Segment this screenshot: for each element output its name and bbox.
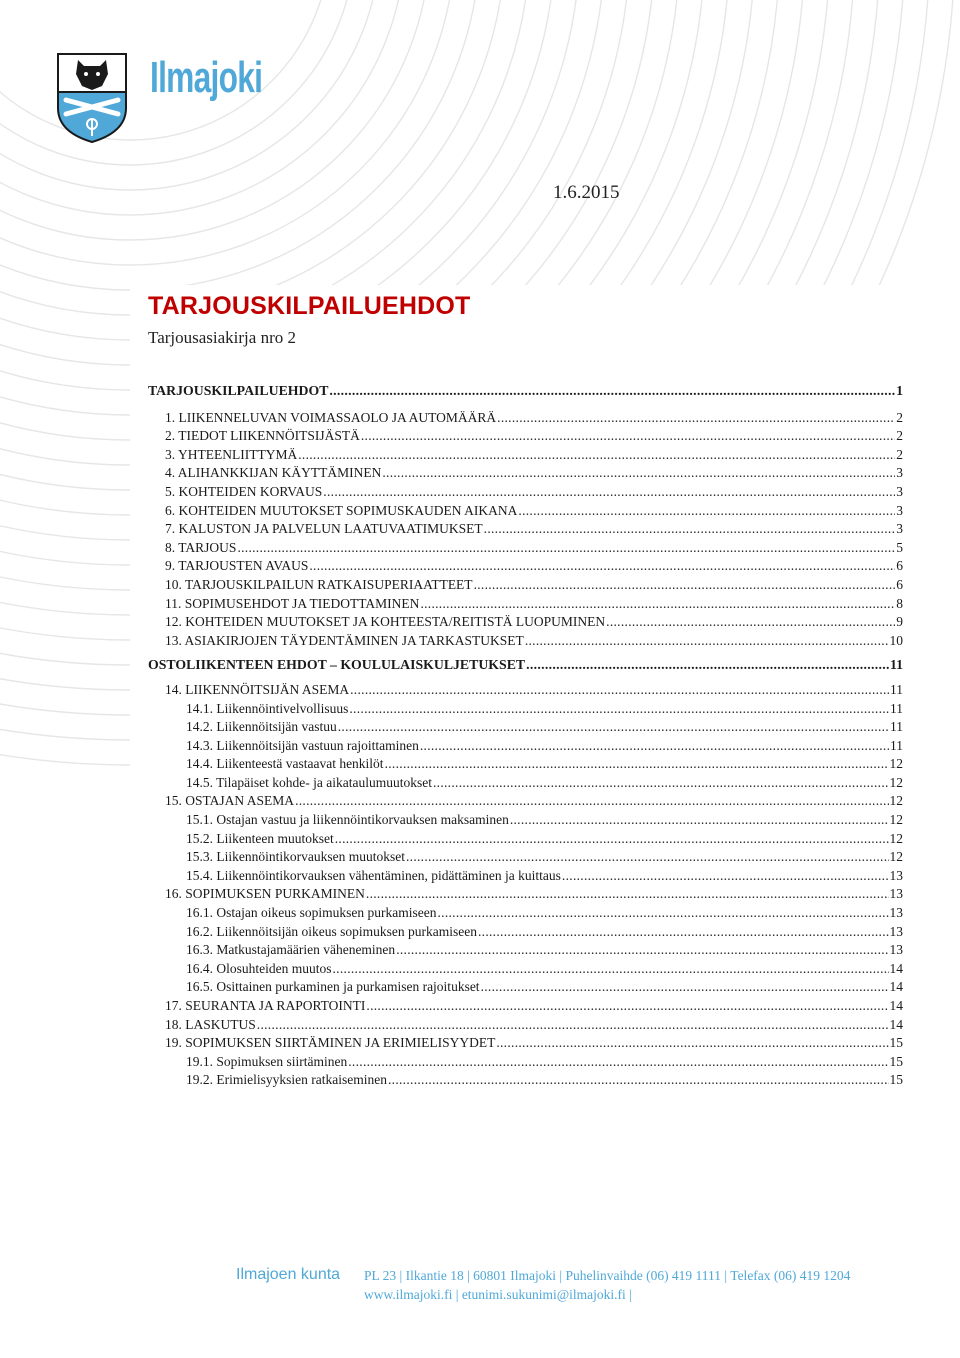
toc-dot-leader [496, 1034, 888, 1053]
toc-dot-leader [481, 978, 889, 997]
toc-entry-page: 13 [889, 905, 903, 921]
toc-entry-label: 3. YHTEENLIITTYMÄ [165, 446, 298, 462]
toc-dot-leader [382, 464, 895, 483]
toc-entry[interactable] [148, 904, 903, 923]
toc-dot-leader [349, 700, 889, 719]
toc-entry-page: 2 [896, 446, 903, 462]
toc-dot-leader [361, 427, 895, 446]
toc-entry[interactable] [148, 867, 903, 886]
toc-dot-leader [298, 446, 895, 465]
toc-entry-label: OSTOLIIKENTEEN EHDOT – KOULULAISKULJETUKSET [148, 657, 526, 673]
toc-entry-label: 15.2. Liikenteen muutokset [186, 830, 334, 846]
toc-entry-page: 11 [890, 681, 903, 697]
toc-entry[interactable] [148, 997, 903, 1016]
toc-entry-label: 15.3. Liikennöintikorvauksen muutokset [186, 849, 405, 865]
toc-entry[interactable] [148, 737, 903, 756]
toc-dot-leader [525, 632, 889, 651]
toc-entry-page: 3 [896, 483, 903, 499]
toc-entry-label: 16. SOPIMUKSEN PURKAMINEN [165, 886, 365, 902]
toc-dot-leader [348, 1053, 888, 1072]
toc-entry[interactable] [148, 848, 903, 867]
toc-entry[interactable] [148, 539, 903, 558]
toc-dot-leader [309, 557, 895, 576]
toc-entry[interactable] [148, 1016, 903, 1035]
toc-entry-page: 1 [896, 383, 903, 398]
toc-entry[interactable] [148, 632, 903, 651]
toc-entry-label: 6. KOHTEIDEN MUUTOKSET SOPIMUSKAUDEN AIKANA [165, 502, 518, 518]
toc-dot-leader [335, 830, 889, 849]
toc-entry-label: TARJOUSKILPAILUEHDOT [148, 383, 329, 398]
toc-entry[interactable] [148, 978, 903, 997]
toc-entry-page: 13 [889, 942, 903, 958]
toc-entry[interactable] [148, 941, 903, 960]
footer-web-contacts: www.ilmajoki.fi | etunimi.sukunimi@ilmajoki.fi | [364, 1287, 632, 1302]
toc-dot-leader [526, 656, 889, 675]
toc-dot-leader [385, 755, 889, 774]
toc-entry[interactable] [148, 1053, 903, 1072]
toc-dot-leader [338, 718, 889, 737]
toc-entry-label: 8. TARJOUS [165, 539, 237, 555]
toc-entry-label: 15. OSTAJAN ASEMA [165, 793, 295, 809]
footer-address: PL 23 | Ilkantie 18 | 60801 Ilmajoki | Puhelinvaihde (06) 419 1111 | Telefax (06) 419 1204 [364, 1268, 851, 1283]
toc-entry[interactable] [148, 792, 903, 811]
toc-entry-page: 3 [896, 521, 903, 537]
toc-entry[interactable] [148, 520, 903, 539]
toc-entry-label: 2. TIEDOT LIIKENNÖITSIJÄSTÄ [165, 428, 360, 444]
toc-entry-page: 13 [889, 923, 903, 939]
coat-of-arms-logo [56, 52, 128, 144]
toc-entry[interactable] [148, 1071, 903, 1090]
toc-entry[interactable] [148, 382, 903, 401]
table-of-contents [148, 382, 903, 1090]
toc-entry-label: 16.2. Liikennöitsijän oikeus sopimuksen purkamiseen [186, 923, 477, 939]
toc-dot-leader [433, 774, 889, 793]
toc-entry-page: 15 [889, 1035, 903, 1051]
toc-entry-page: 5 [896, 539, 903, 555]
toc-entry[interactable] [148, 718, 903, 737]
toc-entry[interactable] [148, 960, 903, 979]
toc-entry-label: 16.3. Matkustajamäärien väheneminen [186, 942, 396, 958]
toc-entry[interactable] [148, 774, 903, 793]
toc-entry[interactable] [148, 427, 903, 446]
toc-entry-page: 10 [889, 632, 903, 648]
toc-entry[interactable] [148, 502, 903, 521]
toc-dot-leader [510, 811, 889, 830]
toc-entry[interactable] [148, 700, 903, 719]
toc-entry-label: 19.1. Sopimuksen siirtäminen [186, 1053, 348, 1069]
toc-entry-label: 11. SOPIMUSEHDOT JA TIEDOTTAMINEN [165, 595, 420, 611]
toc-entry-label: 16.5. Osittainen purkaminen ja purkamisen rajoitukset [186, 979, 480, 995]
toc-entry[interactable] [148, 576, 903, 595]
toc-entry-page: 12 [889, 812, 903, 828]
toc-entry[interactable] [148, 923, 903, 942]
toc-entry-label: 17. SEURANTA JA RAPORTOINTI [165, 998, 366, 1013]
toc-entry-label: 19.2. Erimielisyyksien ratkaiseminen [186, 1072, 387, 1088]
toc-entry[interactable] [148, 811, 903, 830]
toc-entry-page: 3 [896, 465, 903, 481]
toc-entry[interactable] [148, 1034, 903, 1053]
toc-entry-page: 3 [896, 502, 903, 518]
toc-entry-label: 13. ASIAKIRJOJEN TÄYDENTÄMINEN JA TARKASTUKSET [165, 632, 524, 648]
toc-entry-page: 13 [889, 886, 903, 902]
toc-entry-page: 6 [896, 576, 903, 592]
toc-dot-leader [323, 483, 895, 502]
toc-entry-label: 14. LIIKENNÖITSIJÄN ASEMA [165, 681, 350, 697]
toc-entry-label: 1. LIIKENNELUVAN VOIMASSAOLO JA AUTOMÄÄRÄ [165, 409, 497, 425]
toc-entry-page: 12 [889, 830, 903, 846]
toc-entry-page: 9 [896, 614, 903, 630]
toc-entry[interactable] [148, 409, 903, 428]
toc-entry[interactable] [148, 446, 903, 465]
toc-entry-label: 19. SOPIMUKSEN SIIRTÄMINEN JA ERIMIELISYYDET [165, 1035, 496, 1051]
toc-dot-leader [437, 904, 888, 923]
toc-dot-leader [406, 848, 889, 867]
toc-entry-label: 14.3. Liikennöitsijän vastuun rajoittaminen [186, 737, 419, 753]
toc-dot-leader [388, 1071, 889, 1090]
toc-entry[interactable] [148, 613, 903, 632]
toc-dot-leader [350, 681, 889, 700]
toc-entry-label: 18. LASKUTUS [165, 1016, 256, 1032]
toc-entry-label: 16.4. Olosuhteiden muutos [186, 960, 332, 976]
toc-dot-leader [420, 737, 889, 756]
document-subtitle: Tarjousasiakirja nro 2 [148, 328, 296, 347]
toc-entry-page: 8 [896, 595, 903, 611]
toc-entry[interactable] [148, 830, 903, 849]
toc-entry-label: 14.5. Tilapäiset kohde- ja aikataulumuutokset [186, 774, 432, 790]
toc-dot-leader [474, 576, 896, 595]
toc-entry[interactable] [148, 483, 903, 502]
toc-entry[interactable] [148, 755, 903, 774]
toc-entry-label: 14.1. Liikennöintivelvollisuus [186, 700, 349, 716]
toc-entry-page: 11 [889, 657, 903, 673]
toc-entry-page: 11 [890, 700, 903, 716]
toc-entry-page: 12 [889, 793, 903, 809]
toc-entry-page: 15 [889, 1053, 903, 1069]
toc-entry-label: 5. KOHTEIDEN KORVAUS [165, 483, 323, 499]
toc-entry-page: 2 [896, 409, 903, 425]
toc-entry[interactable] [148, 681, 903, 700]
toc-dot-leader [329, 382, 895, 401]
toc-entry-page: 14 [889, 998, 903, 1013]
toc-entry-page: 12 [889, 774, 903, 790]
toc-entry[interactable] [148, 656, 903, 675]
toc-dot-leader [295, 792, 888, 811]
toc-dot-leader [237, 539, 895, 558]
toc-entry-page: 12 [889, 756, 903, 772]
toc-dot-leader [497, 409, 895, 428]
brand-wordmark: Ilmajoki [150, 53, 263, 102]
toc-entry-page: 11 [890, 719, 903, 735]
toc-entry-label: 15.1. Ostajan vastuu ja liikennöintikorvauksen maksaminen [186, 812, 509, 828]
toc-entry-page: 13 [889, 867, 903, 883]
toc-dot-leader [484, 520, 896, 539]
toc-entry[interactable] [148, 885, 903, 904]
toc-entry-page: 6 [896, 558, 903, 574]
toc-entry-page: 14 [889, 1016, 903, 1032]
toc-entry-label: 4. ALIHANKKIJAN KÄYTTÄMINEN [165, 465, 382, 481]
toc-entry-page: 14 [889, 979, 903, 995]
toc-entry-page: 14 [889, 960, 903, 976]
toc-entry-label: 14.2. Liikennöitsijän vastuu [186, 719, 337, 735]
toc-entry-page: 2 [896, 428, 903, 444]
toc-entry-page: 15 [889, 1072, 903, 1088]
toc-entry[interactable] [148, 464, 903, 483]
toc-entry-page: 12 [889, 849, 903, 865]
toc-dot-leader [420, 595, 895, 614]
document-title: TARJOUSKILPAILUEHDOT [148, 292, 471, 320]
toc-dot-leader [562, 867, 889, 886]
toc-entry-label: 9. TARJOUSTEN AVAUS [165, 558, 309, 574]
document-date: 1.6.2015 [553, 182, 620, 203]
footer-organization: Ilmajoen kunta [236, 1266, 341, 1283]
toc-dot-leader [366, 997, 888, 1016]
toc-entry-page: 11 [890, 737, 903, 753]
toc-entry-label: 7. KALUSTON JA PALVELUN LAATUVAATIMUKSET [165, 521, 483, 537]
toc-dot-leader [396, 941, 888, 960]
toc-entry-label: 16.1. Ostajan oikeus sopimuksen purkamiseen [186, 905, 437, 921]
toc-entry-label: 12. KOHTEIDEN MUUTOKSET JA KOHTEESTA/REITISTÄ LUOPUMINEN [165, 614, 606, 630]
toc-entry-label: 10. TARJOUSKILPAILUN RATKAISUPERIAATTEET [165, 576, 473, 592]
toc-dot-leader [518, 502, 895, 521]
toc-dot-leader [366, 885, 889, 904]
toc-dot-leader [606, 613, 895, 632]
toc-entry[interactable] [148, 595, 903, 614]
toc-entry[interactable] [148, 557, 903, 576]
toc-dot-leader [333, 960, 889, 979]
toc-entry-label: 14.4. Liikenteestä vastaavat henkilöt [186, 756, 384, 772]
toc-entry-label: 15.4. Liikennöintikorvauksen vähentäminen, pidättäminen ja kuittaus [186, 867, 561, 883]
toc-dot-leader [478, 923, 889, 942]
toc-dot-leader [257, 1016, 889, 1035]
